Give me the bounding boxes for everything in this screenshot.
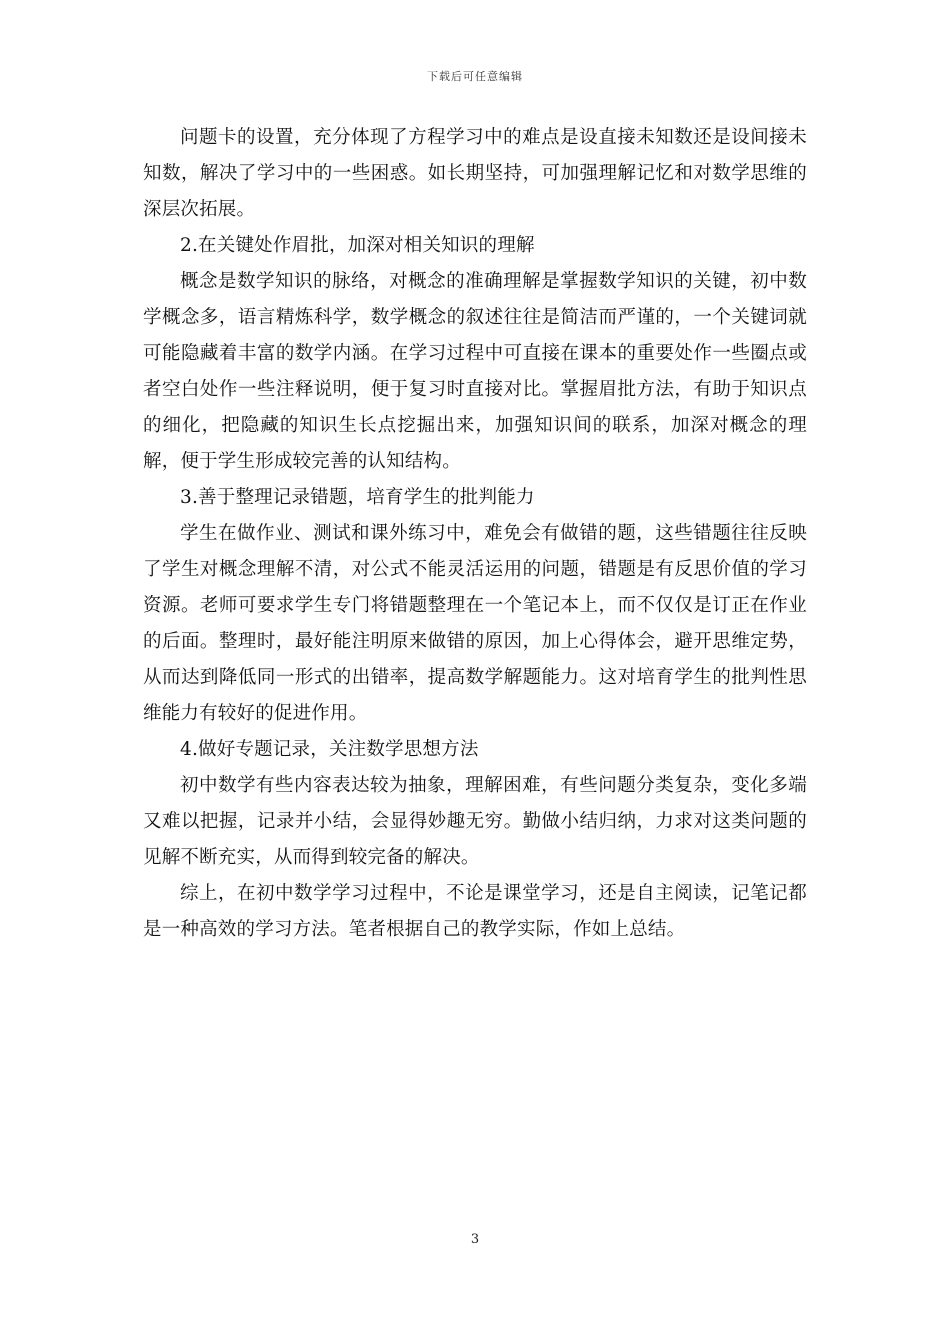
page-number: 3 (470, 1232, 480, 1247)
section-heading-4: 4.做好专题记录，关注数学思想方法 (180, 739, 479, 760)
paragraph-1: 问题卡的设置，充分体现了方程学习中的难点是设直接未知数还是设间接未知数，解决了学习中的一些困惑。如长期坚持，可加强理解记忆和对数学思维的深层次拓展。 (143, 127, 807, 220)
page-header: 下载后可任意编辑 (427, 70, 523, 83)
section-heading-3: 3.善于整理记录错题，培育学生的批判能力 (180, 487, 535, 508)
paragraph-3: 学生在做作业、测试和课外练习中，难免会有做错的题，这些错题往往反映了学生对概念理解不清，对公式不能灵活运用的问题，错题是有反思价值的学习资源。老师可要求学生专门将错题整理在一个笔记本上，而不仅仅是订正在作业的后面。整理时，最好能注明原来做错的原因，加上心得体会，避开思维定势，从而达到降低同一形式的出错率，提高数学解题能力。这对培育学生的批判性思维能力有较好的促进作用。 (143, 523, 807, 724)
paragraph-4: 初中数学有些内容表达较为抽象，理解困难，有些问题分类复杂，变化多端又难以把握，记录并小结，会显得妙趣无穷。勤做小结归纳，力求对这类问题的见解不断充实，从而得到较完备的解决。 (143, 775, 807, 868)
paragraph-2: 概念是数学知识的脉络，对概念的准确理解是掌握数学知识的关键，初中数学概念多，语言精炼科学，数学概念的叙述往往是简洁而严谨的，一个关键词就可能隐藏着丰富的数学内涵。在学习过程中可直接在课本的重要处作一些圈点或者空白处作一些注释说明，便于复习时直接对比。掌握眉批方法，有助于知识点的细化，把隐藏的知识生长点挖掘出来，加强知识间的联系，加深对概念的理解，便于学生形成较完善的认知结构。 (143, 271, 807, 472)
section-heading-2: 2.在关键处作眉批，加深对相关知识的理解 (180, 235, 535, 256)
document-body (143, 120, 807, 948)
paragraph-5: 综上，在初中数学学习过程中，不论是课堂学习，还是自主阅读，记笔记都是一种高效的学习方法。笔者根据自己的教学实际，作如上总结。 (143, 883, 807, 940)
